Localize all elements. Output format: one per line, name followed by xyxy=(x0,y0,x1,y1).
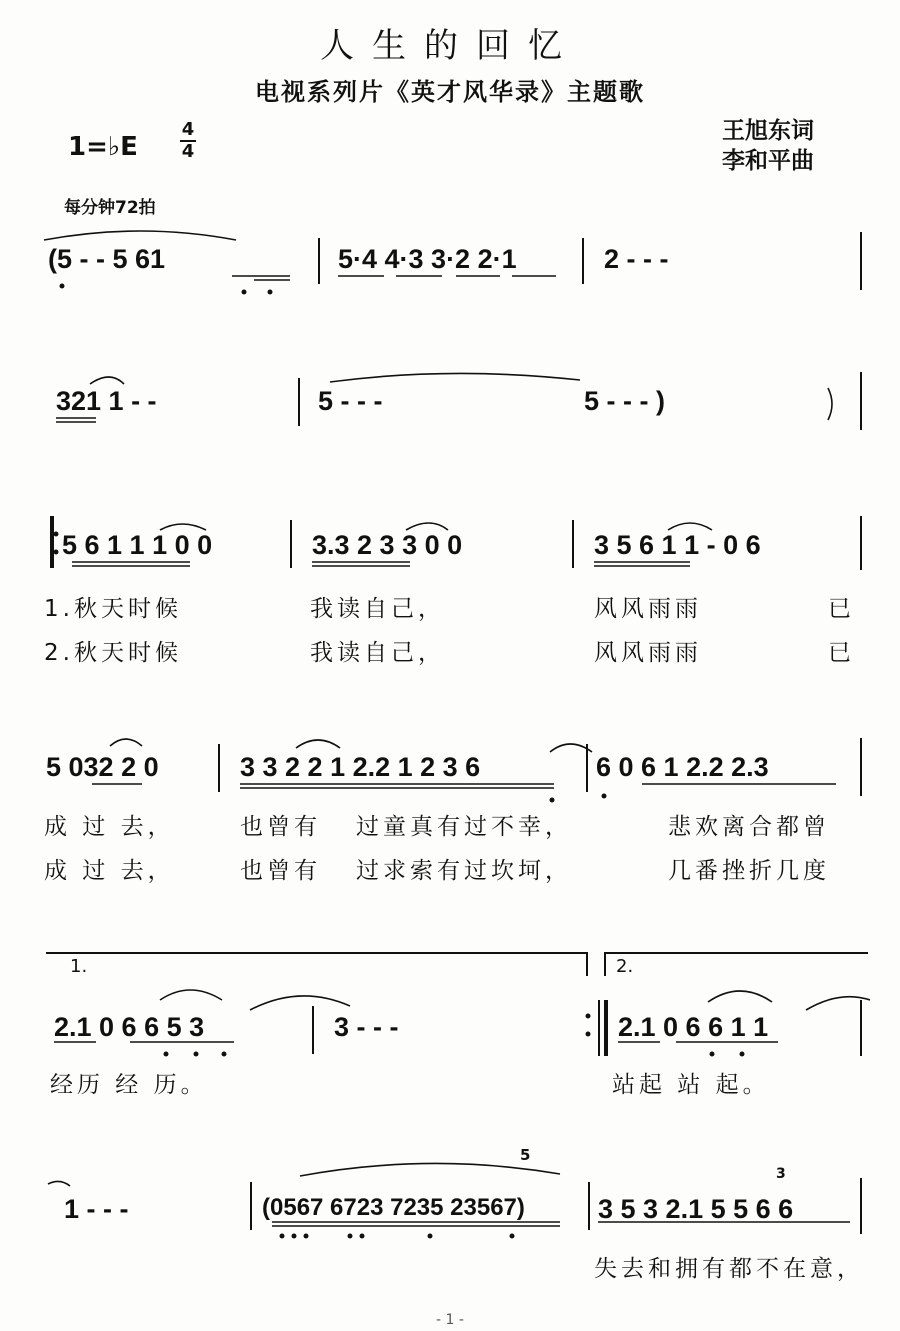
slur-m3-3 xyxy=(668,523,712,530)
measure-2-2: 5 - - - xyxy=(318,386,383,416)
lyric-3-4b: 已 xyxy=(828,640,855,666)
measure-6-1: 1 - - - xyxy=(64,1194,129,1224)
page-number: - 1 - xyxy=(436,1312,464,1328)
end-paren xyxy=(828,388,832,420)
song-subtitle: 电视系列片《英才风华录》主题歌 xyxy=(255,78,645,106)
measure-4-3: 6 0 6 1 2.2 2.3 xyxy=(596,752,769,782)
measure-5-2: 3 - - - xyxy=(334,1012,399,1042)
lyric-3-2a: 我读自己， xyxy=(310,596,445,622)
interlude-slur xyxy=(300,1163,560,1176)
lyric-6-1: 失去和拥有都不在意， xyxy=(594,1256,864,1282)
lyric-5-1: 经历 经 历。 xyxy=(50,1072,208,1098)
slur-m3-1 xyxy=(160,524,206,530)
lyric-3-3b: 风风雨雨 xyxy=(594,640,702,666)
measure-5-1: 2.1 0 6 6 5 3 xyxy=(54,1012,205,1042)
volta-1: 1. xyxy=(70,956,88,977)
measure-1-2: 5·4 4·3 3·2 2·1 xyxy=(338,244,517,274)
slur-m6-0 xyxy=(48,1181,70,1186)
measure-4-1: 5 032 2 0 xyxy=(46,752,159,782)
intro-slur xyxy=(44,231,236,240)
intro-ending-slur xyxy=(330,373,580,382)
measure-1-1: (5 - - 5 61 xyxy=(48,244,166,274)
lyric-3-2b: 我读自己， xyxy=(310,640,445,666)
lyric-4-2b: 也曾有 xyxy=(240,858,321,884)
measure-5-3: 2.1 0 6 6 1 1 xyxy=(618,1012,769,1042)
lyric-4-1a: 成 过 去， xyxy=(44,814,175,840)
lyric-4-3b: 过求索有过坎坷， xyxy=(356,858,572,884)
lyric-3-1a: 1.秋天时候 xyxy=(44,596,182,622)
measure-3-3: 3 5 6 1 1 - 0 6 xyxy=(594,530,761,560)
lyric-3-4a: 已 xyxy=(828,596,855,622)
slur-m5-4 xyxy=(806,997,870,1010)
measure-6-2: (0567 6723 7235 23567) xyxy=(262,1194,525,1221)
lyric-4-4b: 几番挫折几度 xyxy=(668,858,830,884)
lyric-3-1b: 2.秋天时候 xyxy=(44,640,182,666)
measure-1-3: 2 - - - xyxy=(604,244,669,274)
slur-m5-3 xyxy=(708,991,772,1002)
lyric-4-4a: 悲欢离合都曾 xyxy=(668,814,830,840)
meter-top: 4 xyxy=(181,119,195,140)
slur-321-1 xyxy=(90,377,124,384)
lyric-4-3a: 过童真有过不幸， xyxy=(356,814,572,840)
volta-2: 2. xyxy=(616,956,634,977)
tempo-marking: 每分钟72拍 xyxy=(64,198,156,218)
meter-bottom: 4 xyxy=(181,141,195,162)
slur-m5-2 xyxy=(250,996,350,1010)
lyric-3-3a: 风风雨雨 xyxy=(594,596,702,622)
song-title: 人生的回忆 xyxy=(320,26,580,66)
measure-4-2: 3 3 2 2 1 2.2 1 2 3 6 xyxy=(240,752,481,782)
triplet-mark: 3 xyxy=(776,1166,786,1182)
lyricist: 王旭东词 xyxy=(722,118,814,144)
measure-2-1: 321 1 - - xyxy=(56,386,157,416)
measure-3-1: 5 6 1 1 1 0 0 xyxy=(62,530,213,560)
lyric-4-2a: 也曾有 xyxy=(240,814,321,840)
measure-6-3: 3 5 3 2.1 5 5 6 6 xyxy=(598,1194,794,1224)
lyric-4-1b: 成 过 去， xyxy=(44,858,175,884)
measure-2-3: 5 - - - ) xyxy=(584,386,665,416)
quintuplet-mark: 5 xyxy=(520,1146,531,1164)
slur-m4-2 xyxy=(296,740,340,748)
lyric-5-2: 站起 站 起。 xyxy=(612,1072,770,1098)
slur-m3-2 xyxy=(406,523,448,530)
slur-m4-3 xyxy=(550,744,592,752)
measure-3-2: 3.3 2 3 3 0 0 xyxy=(312,530,463,560)
slur-m5-1 xyxy=(160,990,222,1000)
key-signature: 1=♭E xyxy=(68,132,138,162)
composer: 李和平曲 xyxy=(722,148,814,174)
slur-m4-1 xyxy=(110,739,142,746)
